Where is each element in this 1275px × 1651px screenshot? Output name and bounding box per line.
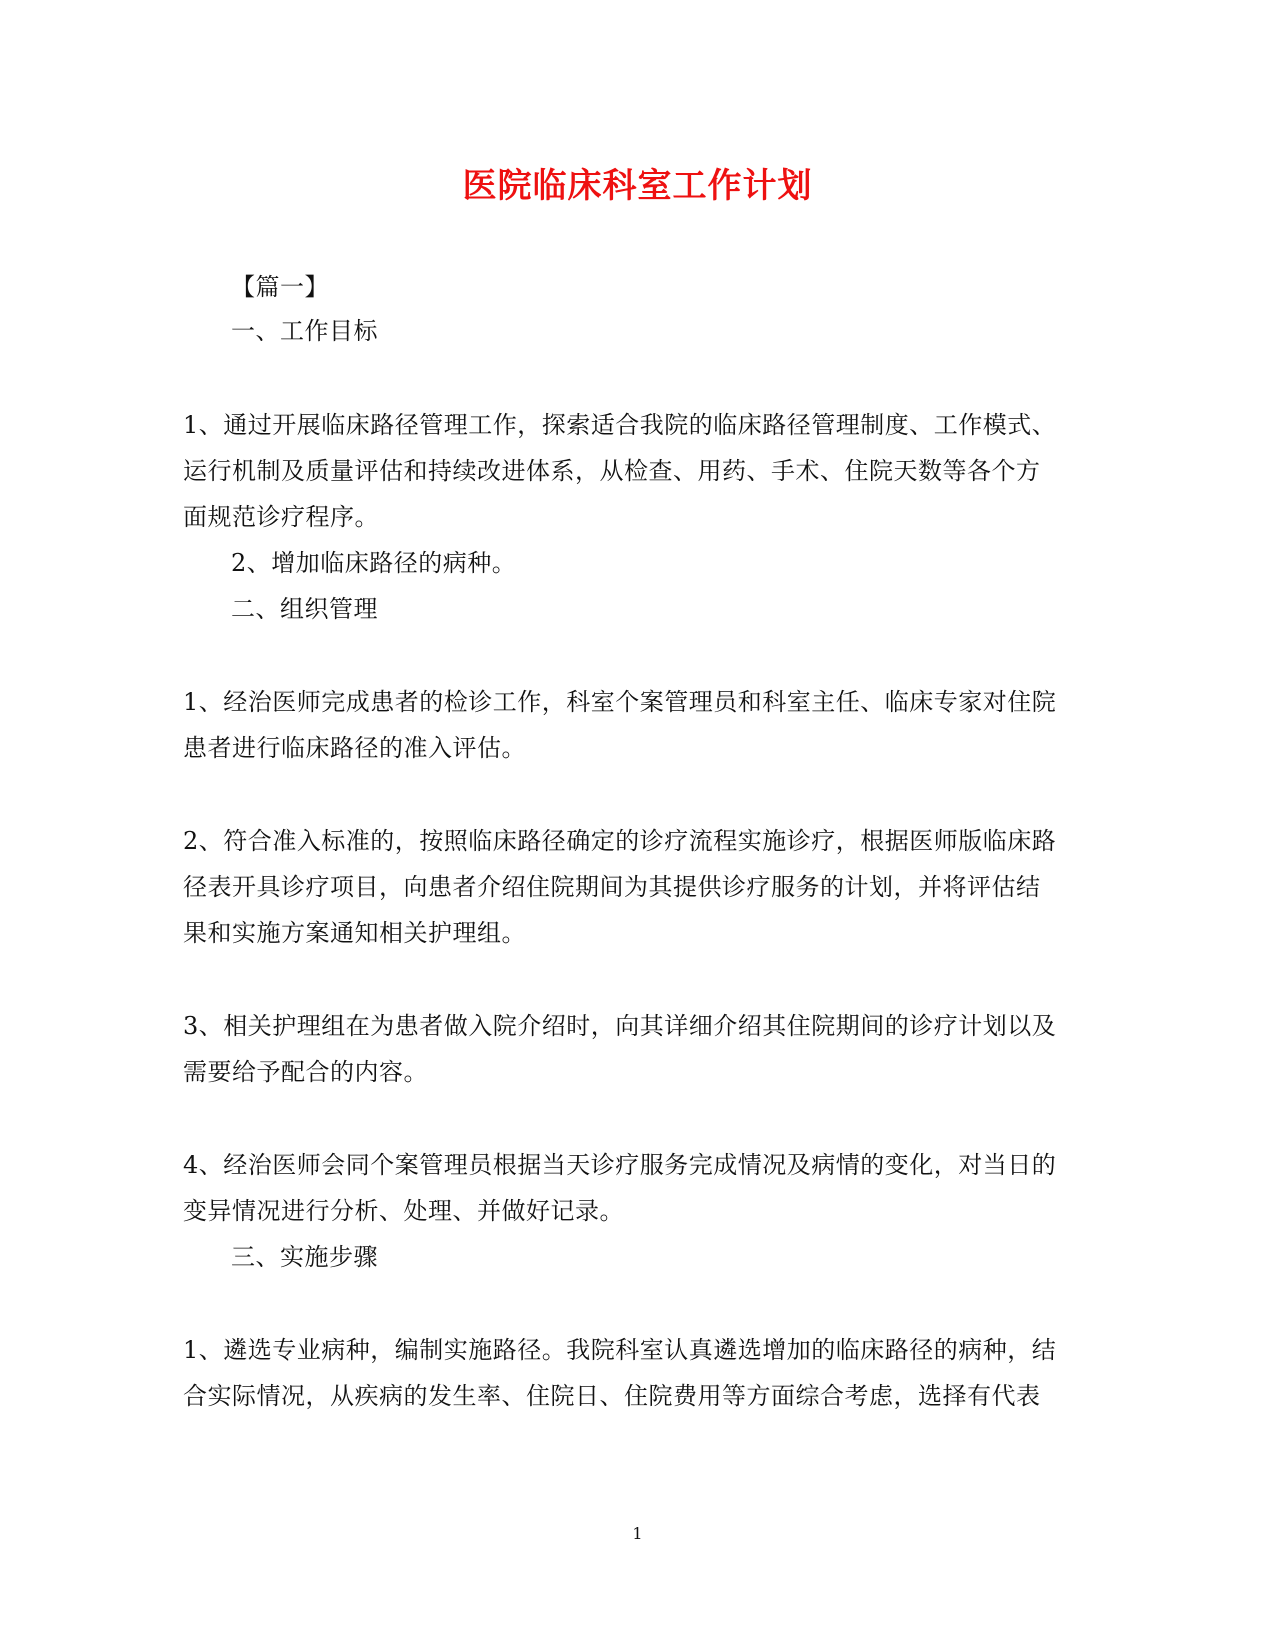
page-number: 1 [632,1524,643,1543]
paragraph-line: 2、符合准入标准的，按照临床路径确定的诊疗流程实施诊疗，根据医师版临床路 [183,827,1057,855]
paragraph-line: 3、相关护理组在为患者做入院介绍时，向其详细介绍其住院期间的诊疗计划以及 [183,1012,1057,1040]
heading-organization: 二、组织管理 [231,595,378,623]
paragraph-line: 合实际情况，从疾病的发生率、住院日、住院费用等方面综合考虑，选择有代表 [183,1382,1041,1410]
paragraph-line: 患者进行临床路径的准入评估。 [183,734,526,762]
paragraph-line: 运行机制及质量评估和持续改进体系，从检查、用药、手术、住院天数等各个方 [183,457,1041,485]
section-heading-part-one: 【篇一】 [231,273,329,301]
paragraph-line: 4、经治医师会同个案管理员根据当天诊疗服务完成情况及病情的变化，对当日的 [183,1151,1057,1179]
paragraph-line: 果和实施方案通知相关护理组。 [183,919,526,947]
paragraph-line: 1、遴选专业病种，编制实施路径。我院科室认真遴选增加的临床路径的病种，结 [183,1336,1057,1364]
paragraph-line: 1、通过开展临床路径管理工作，探索适合我院的临床路径管理制度、工作模式、 [183,411,1057,439]
paragraph-line: 1、经治医师完成患者的检诊工作，科室个案管理员和科室主任、临床专家对住院 [183,688,1057,716]
paragraph-line: 径表开具诊疗项目，向患者介绍住院期间为其提供诊疗服务的计划，并将评估结 [183,873,1041,901]
heading-implementation-steps: 三、实施步骤 [231,1243,378,1271]
paragraph-line: 需要给予配合的内容。 [183,1058,428,1086]
paragraph-line: 面规范诊疗程序。 [183,503,379,531]
document-title: 医院临床科室工作计划 [462,166,813,206]
heading-work-goals: 一、工作目标 [231,317,378,345]
paragraph-line: 变异情况进行分析、处理、并做好记录。 [183,1197,624,1225]
paragraph-line: 2、增加临床路径的病种。 [231,549,517,577]
